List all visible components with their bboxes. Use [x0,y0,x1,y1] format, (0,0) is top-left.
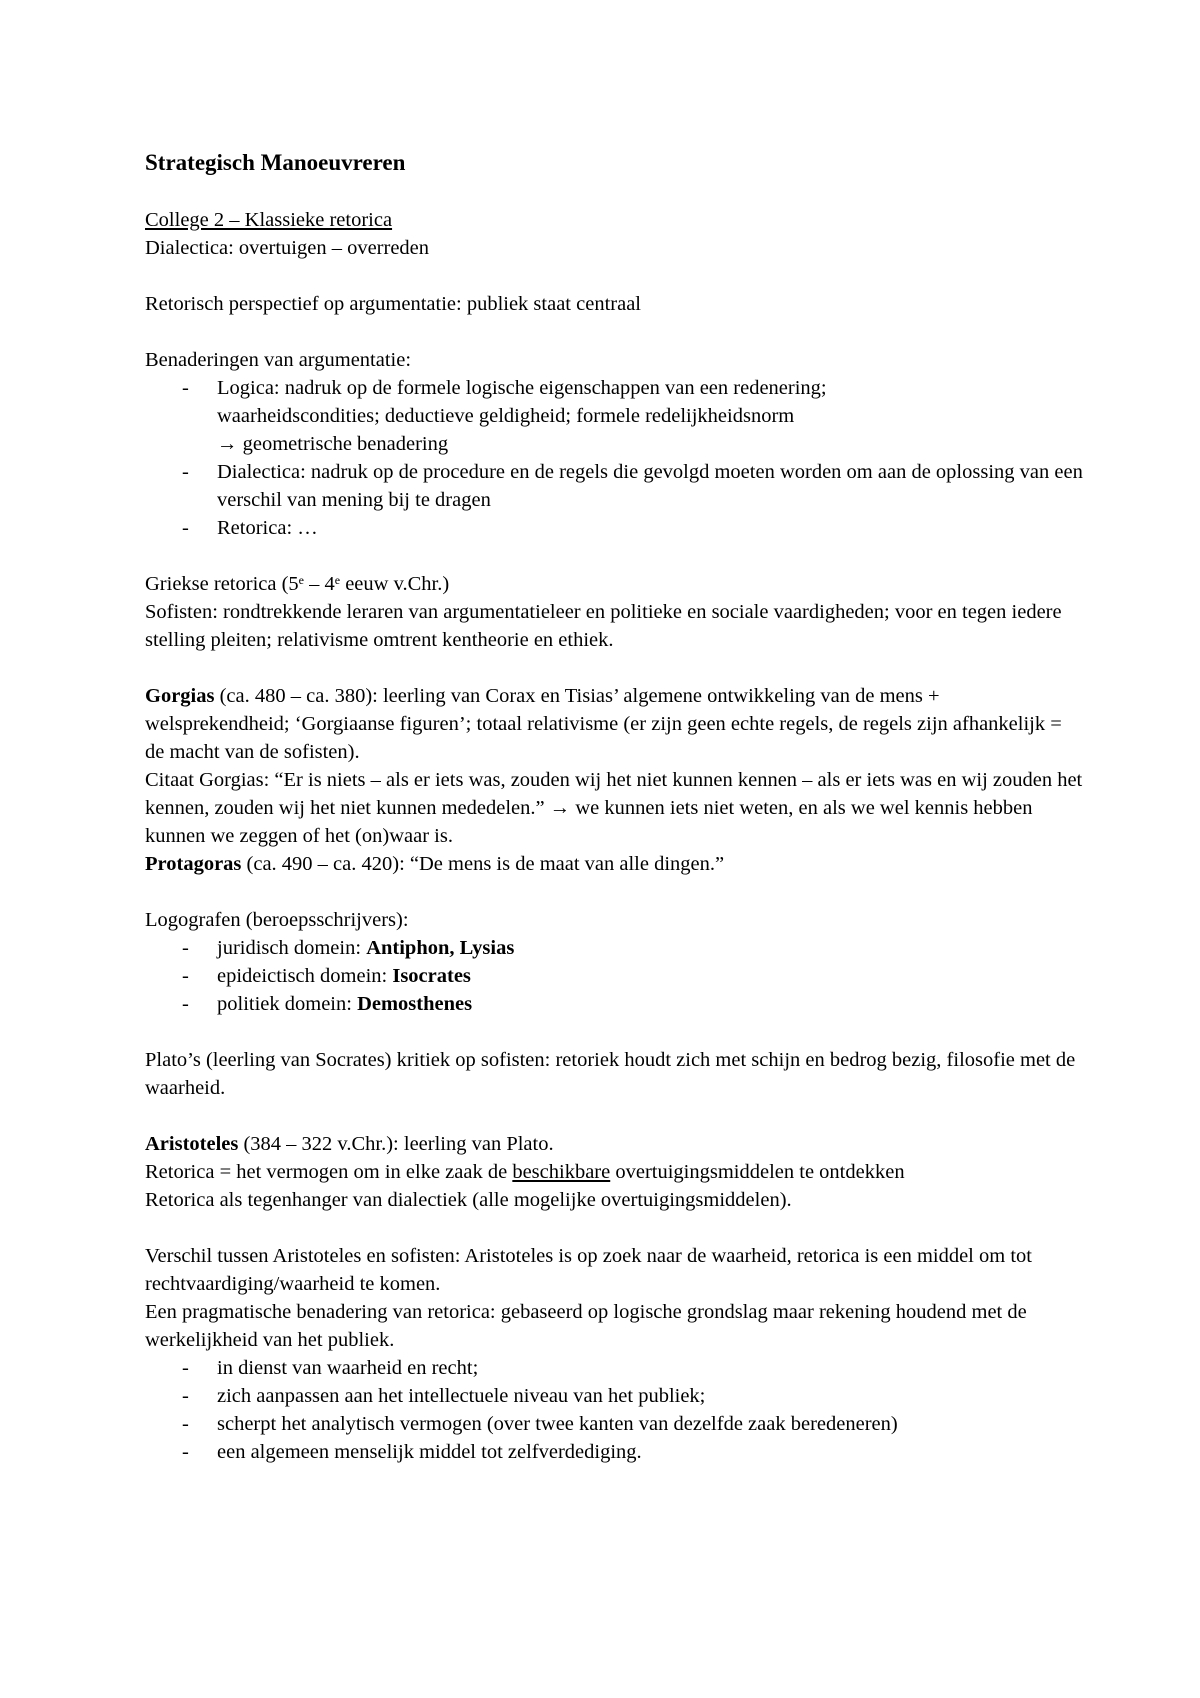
retorica-item: Retorica: … [217,517,318,539]
dialectica-line: Dialectica: overtuigen – overreden [145,237,430,259]
verschil-paragraph: Verschil tussen Aristoteles en sofisten: Aristoteles is op zoek naar de waarheid, retorica is een middel om tot rechtvaardiging/waarheid te komen. [145,1245,1032,1295]
document-title: Strategisch Manoeuvreren [145,150,406,175]
retorisch-perspectief: Retorisch perspectief op argumentatie: publiek staat centraal [145,293,641,315]
dash-bullet: - [182,993,189,1015]
heading-part: Griekse retorica (5 [145,573,299,595]
griekse-retorica-heading [145,570,1085,598]
list-item [145,514,1085,542]
spacer [145,542,1085,570]
gorgias-name: Gorgias [145,685,215,707]
dash-bullet: - [182,1441,189,1463]
plato-paragraph: Plato’s (leerling van Socrates) kritiek op sofisten: retoriek houdt zich met schijn en bedrog bezig, filosofie met de waarheid. [145,1049,1076,1099]
aristoteles-paragraph [145,1130,1085,1158]
arrow-icon: → [217,433,238,455]
logografen-list [145,934,1085,1018]
aristoteles-text: (384 – 322 v.Chr.): leerling van Plato. [238,1133,554,1155]
spacer [145,1102,1085,1130]
list-item [145,458,1085,514]
dash-bullet: - [182,1413,189,1435]
superscript: e [334,573,341,587]
item-names: Demosthenes [357,993,473,1015]
spacer [145,318,1085,346]
dash-bullet: - [182,1357,189,1379]
pragmatisch-paragraph: Een pragmatische benadering van retorica: gebaseerd op logische grondslag maar rekening houdend met de werkelijkheid van het publiek. [145,1301,1027,1351]
dash-bullet: - [182,517,189,539]
protagoras-name: Protagoras [145,853,242,875]
dash-bullet: - [182,377,189,399]
quote-text: Citaat Gorgias: “Er is niets – als er iets was, zouden wij het niet kunnen kennen – als er iets was en wij zouden het kennen, zouden wij het niet kunnen mededelen.” [145,769,1083,819]
list-item [145,990,1085,1018]
definition-part: overtuigingsmiddelen te ontdekken [610,1161,905,1183]
item-text: zich aanpassen aan het intellectuele niveau van het publiek; [217,1385,706,1407]
sofisten-paragraph: Sofisten: rondtrekkende leraren van argumentatieleer en politieke en sociale vaardigheden; voor en tegen iedere stelling pleiten; relativisme omtrent kentheorie en ethiek. [145,601,1062,651]
benaderingen-heading: Benaderingen van argumentatie: [145,349,412,371]
item-names: Isocrates [392,965,471,987]
quote-conclusion: we kunnen iets niet weten, en als we wel kennis hebben kunnen we zeggen of het (on)waar is. [145,797,1033,847]
dash-bullet: - [182,965,189,987]
list-item [145,1382,1085,1410]
document-body [145,148,1085,1466]
protagoras-text: (ca. 490 – ca. 420): “De mens is de maat van alle dingen.” [241,853,725,875]
item-names: Antiphon, Lysias [366,937,515,959]
definition-underlined: beschikbare [512,1161,611,1183]
dash-bullet: - [182,937,189,959]
logica-line-1: Logica: nadruk op de formele logische eigenschappen van een redenering; [217,377,827,399]
college-heading: College 2 – Klassieke retorica [145,209,393,231]
list-item [145,934,1085,962]
aristoteles-name: Aristoteles [145,1133,239,1155]
spacer [145,1018,1085,1046]
list-item [145,374,1085,458]
gorgias-text: (ca. 480 – ca. 380): leerling van Corax en Tisias’ algemene ontwikkeling van de mens + welsprekendheid; ‘Gorgiaanse figuren’; totaal relativisme (er zijn geen echte regels, de regels zijn afhankelijk = de macht van de sofisten). [145,685,1062,763]
definition-part: Retorica = het vermogen om in elke zaak de [145,1161,513,1183]
gorgias-quote [145,766,1085,850]
spacer [145,654,1085,682]
spacer [145,1214,1085,1242]
dialectica-item: Dialectica: nadruk op de procedure en de regels die gevolgd moeten worden om aan de oplossing van een verschil van mening bij te dragen [217,461,1083,511]
arrow-icon: → [549,797,571,819]
item-text: een algemeen menselijk middel tot zelfverdediging. [217,1441,642,1463]
logica-line-3: geometrische benadering [242,433,449,455]
spacer [145,262,1085,290]
protagoras-paragraph [145,850,1085,878]
pragmatisch-list [145,1354,1085,1466]
logografen-heading: Logografen (beroepsschrijvers): [145,909,409,931]
item-label: politiek domein: [217,993,358,1015]
superscript: e [298,573,304,587]
dash-bullet: - [182,461,189,483]
item-label: juridisch domein: [217,937,367,959]
heading-part: – 4 [304,573,335,595]
retorica-tegenhanger: Retorica als tegenhanger van dialectiek (alle mogelijke overtuigingsmiddelen). [145,1189,792,1211]
gorgias-paragraph [145,682,1085,766]
logica-line-2: waarheidscondities; deductieve geldigheid; formele redelijkheidsnorm [217,405,795,427]
spacer [145,878,1085,906]
list-item [145,962,1085,990]
list-item [145,1354,1085,1382]
dash-bullet: - [182,1385,189,1407]
heading-part: eeuw v.Chr.) [340,573,450,595]
list-item [145,1410,1085,1438]
item-text: scherpt het analytisch vermogen (over twee kanten van dezelfde zaak beredeneren) [217,1413,898,1435]
benaderingen-list [145,374,1085,542]
list-item [145,1438,1085,1466]
retorica-definition [145,1158,1085,1186]
item-label: epideictisch domein: [217,965,393,987]
item-text: in dienst van waarheid en recht; [217,1357,479,1379]
